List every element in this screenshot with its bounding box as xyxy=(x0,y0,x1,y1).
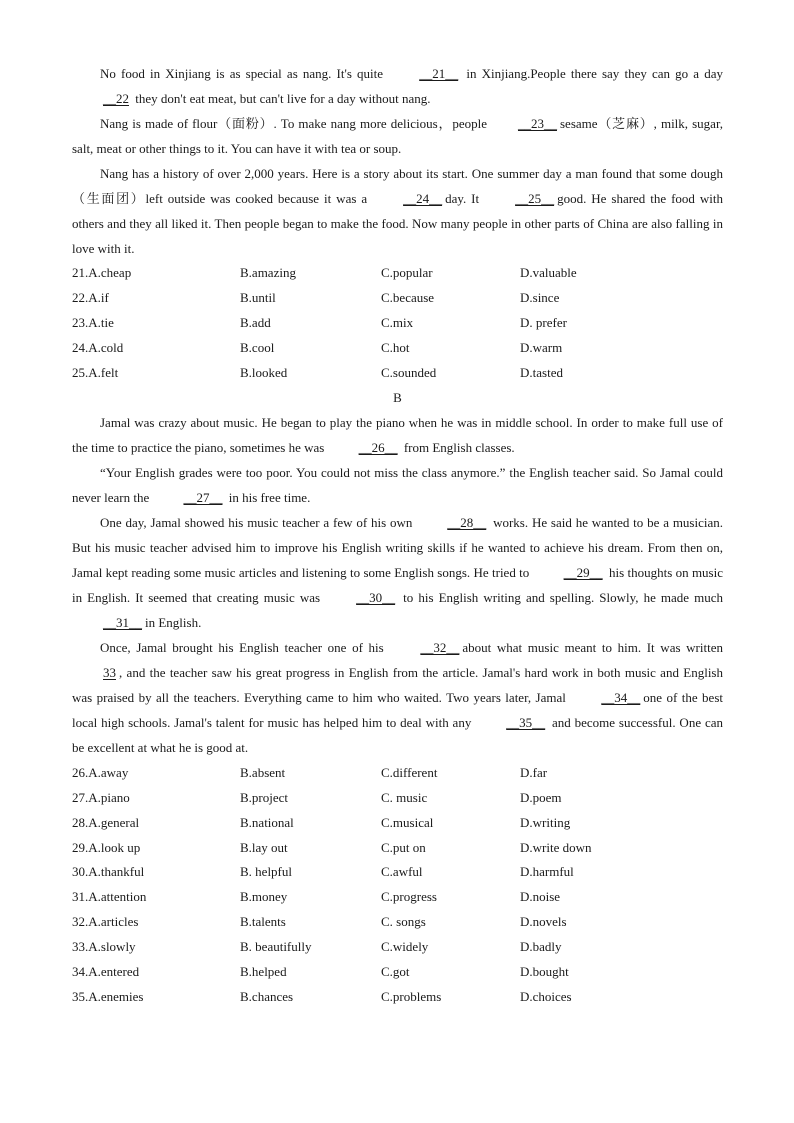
passage-paragraph: Nang is made of flour（面粉）. To make nang more delicious，people __23__ sesame（芝麻）, milk, sugar, salt, meat or other things to it. You can have it with tea or soup. xyxy=(72,111,723,161)
option-choice: C.put on xyxy=(381,839,426,855)
answer-blank: __28__ xyxy=(447,515,487,531)
passage-paragraph: One day, Jamal showed his music teacher a few of his own __28__ works. He said he wanted to be a musician. But his music teacher advised him to improve his English writing skills if he wanted to achieve his dream. From then on, Jamal kept reading some music articles and listening to some English songs. He tried to __29__ his thoughts on music in English. It seemed that creating music was __30__ to his English writing and spelling. Slowly, he made much __31__ in English. xyxy=(72,510,723,635)
option-choice: C.hot xyxy=(381,340,410,356)
option-row xyxy=(72,984,723,1009)
option-choice: 26.A.away xyxy=(72,764,129,780)
option-choice: B.project xyxy=(240,789,289,805)
option-row xyxy=(72,760,723,785)
option-choice: D.write down xyxy=(520,839,592,855)
option-choice: 32.A.articles xyxy=(72,914,139,930)
option-row xyxy=(72,910,723,935)
passage-paragraph: Nang has a history of over 2,000 years. Here is a story about its start. One summer day a man found that some dough（生面团）left outside was cooked because it was a __24__ day. It __25__ good. He shared the food with others and they all liked it. Then people began to make the food. Now many people in other parts of China are also falling in love with it. xyxy=(72,166,723,256)
answer-blank: __24__ xyxy=(403,191,443,206)
option-choice: C.awful xyxy=(381,864,423,880)
option-choice: 34.A.entered xyxy=(72,964,140,980)
option-choice: D.tasted xyxy=(520,365,563,380)
passage-paragraph: Jamal was crazy about music. He began to play the piano when he was in middle school. In order to make full use of the time to practice the piano, sometimes he was __26__ from English classes. xyxy=(72,410,723,460)
section-a xyxy=(72,61,723,385)
option-choice: D.warm xyxy=(520,340,563,356)
answer-blank: __35__ xyxy=(506,715,546,731)
option-row xyxy=(72,361,723,386)
option-choice: D.writing xyxy=(520,814,571,830)
section-a-passage xyxy=(72,61,723,261)
option-row xyxy=(72,935,723,960)
passage-paragraph: Once, Jamal brought his English teacher one of his __32__ about what music meant to him. It was written 33 , and the teacher saw his great progress in English from the article. Jamal's hard work in both music and English was praised by all the teachers. Everything came to him who waited. Two years later, Jamal __34__ one of the best local high schools. Jamal's talent for music has helped him to deal with any __35__ and become successful. One can be excellent at what he is good at. xyxy=(72,635,723,760)
option-choice: C.problems xyxy=(381,988,442,1004)
option-choice: D.bought xyxy=(520,964,569,980)
option-choice: C.sounded xyxy=(381,365,437,380)
option-row xyxy=(72,835,723,860)
option-choice: B.until xyxy=(240,290,276,306)
option-choice: C. music xyxy=(381,789,428,805)
option-choice: 30.A.thankful xyxy=(72,864,145,880)
option-choice: D.harmful xyxy=(520,864,574,880)
option-choice: B. helpful xyxy=(240,864,292,880)
option-choice: C.mix xyxy=(381,315,414,331)
option-choice: B.absent xyxy=(240,764,286,780)
option-choice: B.national xyxy=(240,814,294,830)
section-b-label: B xyxy=(393,390,402,406)
answer-blank: __25__ xyxy=(515,191,555,206)
option-choice: C.got xyxy=(381,964,410,980)
passage-paragraph: No food in Xinjiang is as special as nang. It's quite __21__ in Xinjiang.People there say they can go a day __22 they don't eat meat, but can't live for a day without nang. xyxy=(72,61,723,111)
option-choice: D.since xyxy=(520,290,560,306)
option-choice: D.noise xyxy=(520,889,561,905)
option-choice: 27.A.piano xyxy=(72,789,130,805)
option-row xyxy=(72,311,723,336)
answer-blank: __32__ xyxy=(420,640,460,656)
option-choice: 28.A.general xyxy=(72,814,140,830)
worksheet-page xyxy=(72,61,723,1009)
answer-blank: __22 xyxy=(103,91,129,106)
option-choice: B.chances xyxy=(240,988,294,1004)
option-choice: D.choices xyxy=(520,988,572,1004)
option-choice: B. beautifully xyxy=(240,939,312,955)
section-b-passage xyxy=(72,410,723,760)
answer-blank: __30__ xyxy=(356,590,396,606)
passage-paragraph: “Your English grades were too poor. You could not miss the class anymore.” the English teacher said. So Jamal could never learn the __27__ in his free time. xyxy=(72,460,723,510)
option-choice: B.amazing xyxy=(240,265,296,281)
option-choice: D.poem xyxy=(520,789,562,805)
answer-blank: 33 xyxy=(103,665,116,681)
option-choice: B.looked xyxy=(240,365,288,380)
option-row xyxy=(72,785,723,810)
answer-blank: __23__ xyxy=(517,116,557,131)
option-choice: B.money xyxy=(240,889,288,905)
option-choice: 24.A.cold xyxy=(72,340,124,356)
option-choice: C.musical xyxy=(381,814,434,830)
option-choice: 25.A.felt xyxy=(72,365,119,380)
answer-blank: __34__ xyxy=(601,690,641,706)
answer-blank: __29__ xyxy=(563,565,603,581)
option-choice: 33.A.slowly xyxy=(72,939,136,955)
option-choice: D.valuable xyxy=(520,265,577,281)
option-choice: 23.A.tie xyxy=(72,315,114,331)
option-choice: 29.A.look up xyxy=(72,839,141,855)
answer-blank: __26__ xyxy=(358,440,398,456)
option-choice: D.far xyxy=(520,764,548,780)
option-choice: D.novels xyxy=(520,914,567,930)
option-choice: 22.A.if xyxy=(72,290,109,306)
option-row xyxy=(72,960,723,985)
option-row xyxy=(72,286,723,311)
option-row xyxy=(72,885,723,910)
option-row xyxy=(72,810,723,835)
section-b xyxy=(72,410,723,1009)
answer-blank: __27__ xyxy=(183,490,223,506)
option-choice: B.talents xyxy=(240,914,286,930)
option-choice: B.add xyxy=(240,315,271,331)
option-row xyxy=(72,261,723,286)
answer-blank: __31__ xyxy=(103,615,142,631)
section-b-options xyxy=(72,760,723,1009)
option-choice: C.widely xyxy=(381,939,429,955)
option-choice: B.lay out xyxy=(240,839,288,855)
option-choice: C.popular xyxy=(381,265,433,281)
section-a-options xyxy=(72,261,723,385)
option-choice: B.helped xyxy=(240,964,287,980)
option-choice: 31.A.attention xyxy=(72,889,147,905)
option-choice: B.cool xyxy=(240,340,275,356)
option-choice: C.because xyxy=(381,290,435,306)
option-choice: C. songs xyxy=(381,914,426,930)
option-choice: 21.A.cheap xyxy=(72,265,132,281)
option-choice: D. prefer xyxy=(520,315,567,331)
option-choice: C.different xyxy=(381,764,438,780)
answer-blank: __21__ xyxy=(419,66,459,81)
option-row xyxy=(72,336,723,361)
option-choice: D.badly xyxy=(520,939,562,955)
option-choice: 35.A.enemies xyxy=(72,988,144,1004)
option-choice: C.progress xyxy=(381,889,437,905)
option-row xyxy=(72,860,723,885)
